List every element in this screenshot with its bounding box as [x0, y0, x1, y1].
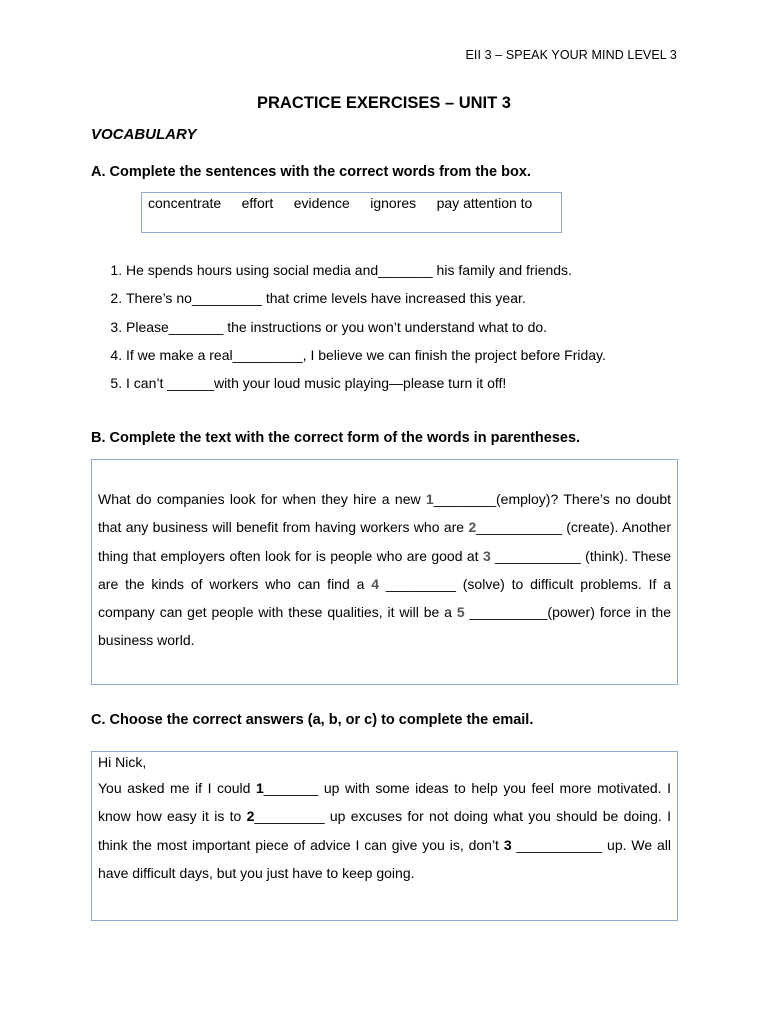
word-box-item: evidence	[293, 195, 350, 211]
exercise-b-text-box	[91, 459, 678, 685]
blank-number: 2	[468, 519, 477, 536]
document-header: EII 3 – SPEAK YOUR MIND LEVEL 3	[465, 48, 677, 62]
exercise-b-paragraph	[98, 485, 671, 655]
text-segment: _________ (solve) to difficult problems. If a company can get people with these qualities, it will be a	[98, 575, 671, 621]
page-title: PRACTICE EXERCISES – UNIT 3	[257, 94, 511, 112]
text-segment: What do companies look for when they hire a new	[98, 491, 426, 507]
exercise-a-sentence-list	[90, 260, 726, 401]
blank-number: 4	[371, 575, 380, 592]
text-segment: ________(employ)? There’s no doubt that any business will benefit from having workers who are	[98, 491, 671, 536]
word-box-item: effort	[241, 195, 274, 211]
email-greeting: Hi Nick,	[98, 754, 147, 770]
exercise-b-heading: B. Complete the text with the correct form of the words in parentheses.	[91, 430, 581, 446]
word-box-item: pay attention to	[436, 195, 533, 211]
sentence-item: 2. There’s no_________ that crime levels have increased this year.	[126, 288, 726, 316]
text-segment: ___________ (think). These are the kinds of workers who can find a	[98, 547, 671, 592]
text-segment: ___________ (create). Another thing that employers often look for is people who are good at	[98, 519, 672, 564]
word-box	[141, 192, 562, 233]
blank-number: 1	[256, 780, 264, 796]
email-paragraph	[98, 774, 671, 887]
blank-number: 1	[425, 491, 434, 507]
text-segment: ___________ up. We all have difficult days, but you just have to keep going.	[98, 836, 672, 881]
word-box-item: ignores	[370, 195, 417, 211]
blank-number: 3	[482, 547, 491, 564]
text-segment: You asked me if I could	[98, 780, 256, 796]
sentence-item: 4. If we make a real_________, I believe we can finish the project before Friday.	[126, 345, 726, 373]
sentence-item: 3. Please_______ the instructions or you won’t understand what to do.	[126, 317, 726, 345]
text-segment: _______ up with some ideas to help you feel more motivated. I know how easy it is to	[98, 780, 671, 825]
exercise-c-heading: C. Choose the correct answers (a, b, or c) to complete the email.	[91, 712, 534, 728]
section-vocabulary-heading: VOCABULARY	[91, 126, 197, 143]
word-box-item: concentrate	[148, 195, 222, 211]
sentence-item: 1. He spends hours using social media and_______ his family and friends.	[126, 260, 726, 288]
blank-number: 2	[246, 808, 255, 825]
text-segment: _________ up excuses for not doing what you should be doing. I think the most important piece of advice I can give you is, don’t	[98, 808, 672, 853]
blank-number: 5	[456, 604, 465, 621]
text-segment: __________(power) force in the business world.	[98, 604, 672, 649]
blank-number: 3	[503, 836, 512, 853]
exercise-a-heading: A. Complete the sentences with the correct words from the box.	[91, 164, 531, 180]
sentence-item: 5. I can’t ______with your loud music playing—please turn it off!	[126, 373, 726, 401]
email-box	[91, 751, 678, 921]
